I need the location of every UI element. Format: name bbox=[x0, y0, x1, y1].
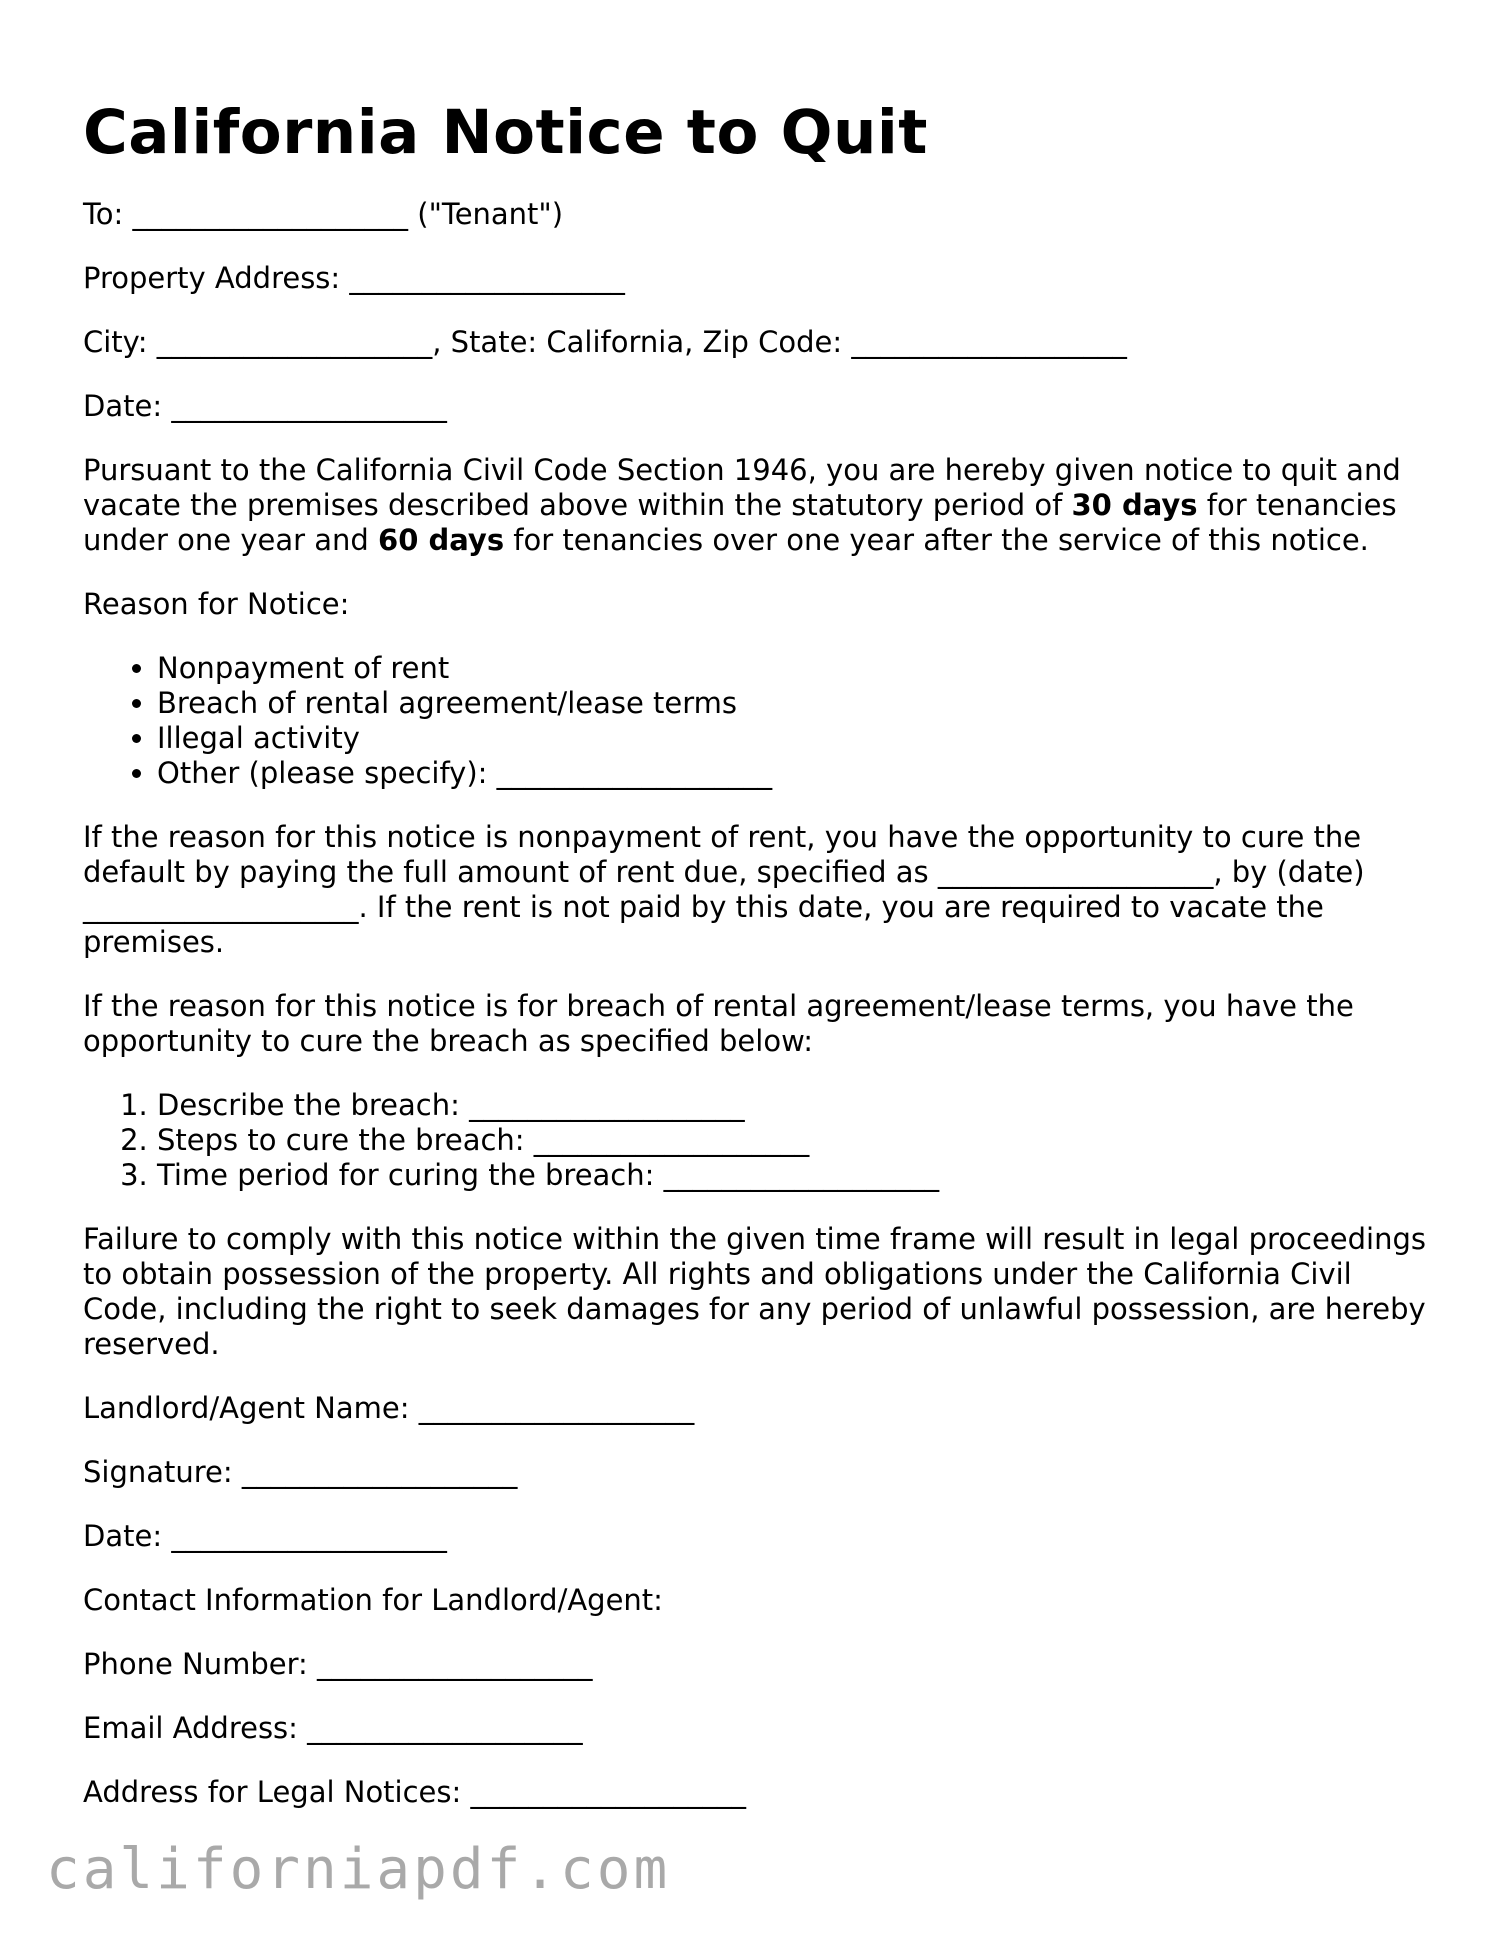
legal-address-label: Address for Legal Notices: bbox=[83, 1775, 462, 1809]
notice-document bbox=[83, 96, 1443, 1839]
signature-date-blank[interactable]: ___________________ bbox=[171, 1519, 447, 1553]
to-label: To: bbox=[83, 197, 124, 231]
watermark: californiapdf.com bbox=[46, 1837, 671, 1902]
landlord-name-label: Landlord/Agent Name: bbox=[83, 1391, 410, 1425]
rent-date-blank[interactable]: ___________________ bbox=[83, 890, 359, 924]
phone-field bbox=[83, 1647, 1443, 1682]
legal-address-field bbox=[83, 1775, 1443, 1810]
notice-30-days: 30 days bbox=[1071, 488, 1198, 522]
date-field bbox=[83, 389, 1443, 424]
list-item bbox=[157, 1158, 1443, 1193]
property-address-label: Property Address: bbox=[83, 261, 341, 295]
tenant-suffix: ("Tenant") bbox=[417, 197, 564, 231]
list-item bbox=[157, 756, 1443, 791]
property-address-blank[interactable]: ___________________ bbox=[349, 261, 625, 295]
nonpayment-text-1: If the reason for this notice is nonpayment of rent, you have the opportunity to cure the default by paying the full amount of rent due, specified as bbox=[83, 820, 1362, 889]
contact-heading: Contact Information for Landlord/Agent: bbox=[83, 1583, 663, 1617]
list-item bbox=[157, 1088, 1443, 1123]
nonpayment-text-2: , by (date) bbox=[1213, 855, 1365, 889]
page-title: California Notice to Quit bbox=[83, 97, 928, 168]
nonpayment-paragraph bbox=[83, 820, 1443, 960]
city-state-zip-field bbox=[83, 325, 1443, 360]
landlord-name-blank[interactable]: ___________________ bbox=[418, 1391, 695, 1425]
notice-text-1: Pursuant to the California Civil Code Section 1946, you are hereby given notice to quit and vacate the premises described above within the statutory period of bbox=[83, 453, 1401, 522]
rent-amount-blank[interactable]: ___________________ bbox=[937, 855, 1214, 889]
notice-text-3: for tenancies over one year after the service of this notice. bbox=[504, 523, 1369, 557]
phone-label: Phone Number: bbox=[83, 1647, 308, 1681]
breach-describe-label: Describe the breach: bbox=[157, 1088, 460, 1122]
legal-address-blank[interactable]: ___________________ bbox=[470, 1775, 746, 1809]
signature-date-label: Date: bbox=[83, 1519, 163, 1553]
signature-field bbox=[83, 1455, 1443, 1490]
landlord-name-field bbox=[83, 1391, 1443, 1426]
signature-date-field bbox=[83, 1519, 1443, 1554]
zip-blank[interactable]: ___________________ bbox=[851, 325, 1127, 359]
reason-label: Reason for Notice: bbox=[83, 587, 350, 621]
breach-intro: If the reason for this notice is for breach of rental agreement/lease terms, you have the opportunity to cure the breach as specified below: bbox=[83, 989, 1354, 1058]
email-blank[interactable]: ___________________ bbox=[307, 1711, 583, 1745]
breach-steps-blank[interactable]: ___________________ bbox=[533, 1123, 810, 1157]
signature-blank[interactable]: ___________________ bbox=[241, 1455, 518, 1489]
tenant-blank[interactable]: ___________________ bbox=[132, 197, 409, 231]
breach-steps-label: Steps to cure the breach: bbox=[157, 1123, 525, 1157]
reason-list bbox=[83, 651, 1443, 791]
nonpayment-text-3: . If the rent is not paid by this date, you are required to vacate the premises. bbox=[83, 890, 1324, 959]
breach-period-blank[interactable]: ___________________ bbox=[663, 1158, 940, 1192]
breach-period-label: Time period for curing the breach: bbox=[157, 1158, 655, 1192]
notice-paragraph bbox=[83, 453, 1443, 558]
phone-blank[interactable]: ___________________ bbox=[317, 1647, 593, 1681]
city-label: City: bbox=[83, 325, 148, 359]
property-address-field bbox=[83, 261, 1443, 296]
to-field bbox=[83, 197, 1443, 232]
other-reason-blank[interactable]: ___________________ bbox=[496, 756, 773, 790]
email-label: Email Address: bbox=[83, 1711, 298, 1745]
list-item: • Illegal activity bbox=[157, 721, 1443, 756]
signature-label: Signature: bbox=[83, 1455, 233, 1489]
failure-paragraph: Failure to comply with this notice within the given time frame will result in legal proceedings to obtain possession of the property. All rights and obligations under the California Civil Code, including the right to seek damages for any period of unlawful possession, are hereby reserved. bbox=[83, 1222, 1426, 1361]
date-blank[interactable]: ___________________ bbox=[171, 389, 447, 423]
email-field bbox=[83, 1711, 1443, 1746]
notice-60-days: 60 days bbox=[378, 523, 505, 557]
list-item: • Breach of rental agreement/lease terms bbox=[157, 686, 1443, 721]
list-item bbox=[157, 1123, 1443, 1158]
other-label: Other (please specify): bbox=[157, 756, 488, 790]
date-label: Date: bbox=[83, 389, 163, 423]
notice-text-2: for tenancies under one year and bbox=[83, 488, 1397, 557]
state-zip-label: , State: California, Zip Code: bbox=[432, 325, 843, 359]
list-item: • Nonpayment of rent bbox=[157, 651, 1443, 686]
breach-describe-blank[interactable]: ___________________ bbox=[469, 1088, 745, 1122]
city-blank[interactable]: ___________________ bbox=[156, 325, 433, 359]
breach-list bbox=[83, 1088, 1443, 1193]
